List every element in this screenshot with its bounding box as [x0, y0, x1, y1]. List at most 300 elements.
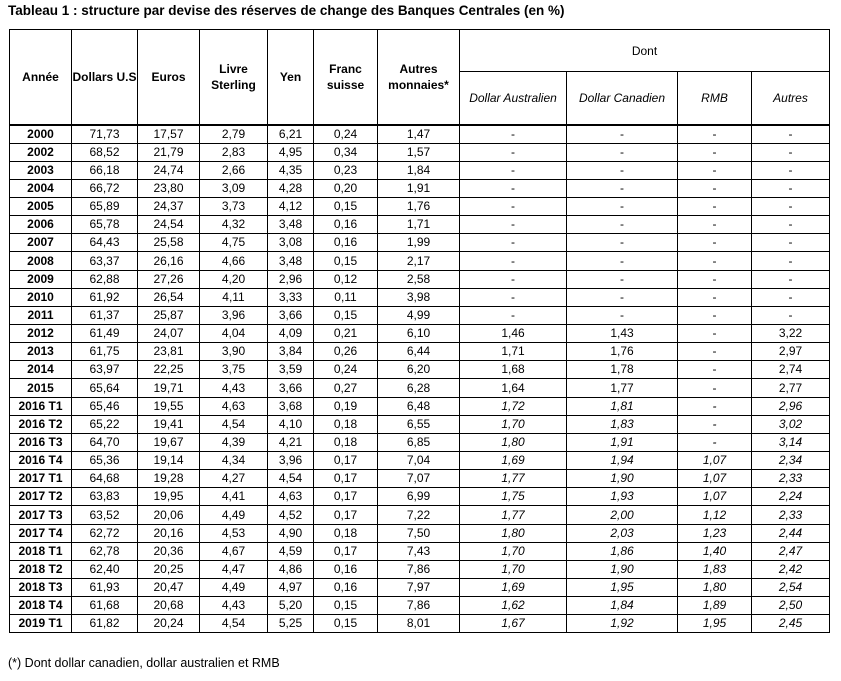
cell-aud: 1,72: [460, 397, 567, 415]
cell-eur: 20,24: [138, 615, 200, 633]
cell-usd: 65,46: [72, 397, 138, 415]
table-row: [10, 198, 830, 216]
cell-chf: 0,16: [314, 579, 378, 597]
cell-cad: 2,00: [567, 506, 678, 524]
header-euros: Euros: [138, 30, 200, 125]
cell-year: 2018 T3: [10, 579, 72, 597]
cell-autres2: 2,96: [752, 397, 830, 415]
cell-yen: 3,48: [268, 252, 314, 270]
cell-rmb: -: [678, 306, 752, 324]
cell-rmb: 1,83: [678, 560, 752, 578]
cell-year: 2012: [10, 325, 72, 343]
cell-eur: 20,36: [138, 542, 200, 560]
cell-cad: -: [567, 270, 678, 288]
cell-aud: 1,80: [460, 524, 567, 542]
cell-rmb: 1,89: [678, 597, 752, 615]
cell-autres: 6,48: [378, 397, 460, 415]
cell-rmb: -: [678, 325, 752, 343]
cell-cad: -: [567, 252, 678, 270]
cell-usd: 63,37: [72, 252, 138, 270]
cell-year: 2002: [10, 143, 72, 161]
cell-year: 2011: [10, 306, 72, 324]
cell-autres2: 2,77: [752, 379, 830, 397]
cell-rmb: -: [678, 343, 752, 361]
cell-yen: 5,20: [268, 597, 314, 615]
cell-aud: 1,70: [460, 560, 567, 578]
cell-yen: 3,33: [268, 288, 314, 306]
cell-cad: 1,78: [567, 361, 678, 379]
table-row: [10, 506, 830, 524]
table-row: [10, 270, 830, 288]
cell-year: 2008: [10, 252, 72, 270]
cell-autres: 7,07: [378, 470, 460, 488]
cell-autres: 1,99: [378, 234, 460, 252]
cell-rmb: -: [678, 216, 752, 234]
cell-yen: 2,96: [268, 270, 314, 288]
cell-gbp: 4,47: [200, 560, 268, 578]
cell-autres: 1,47: [378, 125, 460, 144]
cell-autres2: -: [752, 179, 830, 197]
cell-usd: 61,68: [72, 597, 138, 615]
table-row: [10, 470, 830, 488]
cell-aud: 1,67: [460, 615, 567, 633]
cell-autres: 1,57: [378, 143, 460, 161]
cell-autres: 2,58: [378, 270, 460, 288]
cell-year: 2016 T2: [10, 415, 72, 433]
table-row: [10, 433, 830, 451]
cell-yen: 4,54: [268, 470, 314, 488]
cell-gbp: 4,54: [200, 415, 268, 433]
cell-cad: 1,90: [567, 560, 678, 578]
cell-cad: 1,43: [567, 325, 678, 343]
cell-eur: 24,37: [138, 198, 200, 216]
cell-gbp: 4,53: [200, 524, 268, 542]
cell-autres2: -: [752, 216, 830, 234]
cell-aud: 1,64: [460, 379, 567, 397]
cell-year: 2013: [10, 343, 72, 361]
cell-autres2: 3,22: [752, 325, 830, 343]
table-row: [10, 306, 830, 324]
cell-usd: 62,78: [72, 542, 138, 560]
table-row: [10, 524, 830, 542]
table-row: [10, 125, 830, 144]
cell-eur: 20,06: [138, 506, 200, 524]
cell-autres2: -: [752, 234, 830, 252]
cell-autres: 1,71: [378, 216, 460, 234]
cell-chf: 0,12: [314, 270, 378, 288]
cell-autres: 7,86: [378, 597, 460, 615]
cell-aud: -: [460, 179, 567, 197]
cell-eur: 20,47: [138, 579, 200, 597]
cell-gbp: 4,66: [200, 252, 268, 270]
cell-cad: 1,81: [567, 397, 678, 415]
cell-autres: 6,20: [378, 361, 460, 379]
cell-autres: 7,43: [378, 542, 460, 560]
cell-cad: -: [567, 198, 678, 216]
header-dollar-australien: Dollar Australien: [460, 72, 567, 125]
cell-usd: 61,82: [72, 615, 138, 633]
cell-eur: 19,71: [138, 379, 200, 397]
cell-chf: 0,18: [314, 415, 378, 433]
cell-autres: 7,86: [378, 560, 460, 578]
cell-yen: 3,66: [268, 306, 314, 324]
cell-aud: 1,70: [460, 542, 567, 560]
table-row: [10, 379, 830, 397]
cell-aud: -: [460, 143, 567, 161]
cell-cad: 1,94: [567, 452, 678, 470]
cell-usd: 62,88: [72, 270, 138, 288]
cell-aud: 1,77: [460, 506, 567, 524]
cell-gbp: 4,39: [200, 433, 268, 451]
cell-usd: 62,40: [72, 560, 138, 578]
cell-eur: 25,87: [138, 306, 200, 324]
reserves-table: [9, 29, 830, 633]
cell-rmb: -: [678, 379, 752, 397]
cell-year: 2017 T3: [10, 506, 72, 524]
cell-cad: -: [567, 143, 678, 161]
table-row: [10, 415, 830, 433]
cell-gbp: 3,90: [200, 343, 268, 361]
cell-autres2: -: [752, 288, 830, 306]
cell-aud: 1,68: [460, 361, 567, 379]
cell-aud: 1,77: [460, 470, 567, 488]
cell-gbp: 3,75: [200, 361, 268, 379]
cell-cad: 1,90: [567, 470, 678, 488]
cell-cad: -: [567, 306, 678, 324]
cell-usd: 65,64: [72, 379, 138, 397]
cell-rmb: -: [678, 270, 752, 288]
cell-usd: 64,70: [72, 433, 138, 451]
cell-rmb: -: [678, 433, 752, 451]
cell-eur: 24,07: [138, 325, 200, 343]
cell-rmb: -: [678, 234, 752, 252]
cell-gbp: 4,04: [200, 325, 268, 343]
cell-year: 2006: [10, 216, 72, 234]
cell-yen: 4,09: [268, 325, 314, 343]
table-row: [10, 452, 830, 470]
cell-rmb: -: [678, 252, 752, 270]
table-row: [10, 161, 830, 179]
cell-yen: 5,25: [268, 615, 314, 633]
cell-cad: 1,83: [567, 415, 678, 433]
cell-gbp: 4,32: [200, 216, 268, 234]
cell-cad: 1,76: [567, 343, 678, 361]
cell-chf: 0,20: [314, 179, 378, 197]
table-row: [10, 579, 830, 597]
cell-yen: 3,48: [268, 216, 314, 234]
cell-usd: 66,18: [72, 161, 138, 179]
cell-chf: 0,21: [314, 325, 378, 343]
table-row: [10, 179, 830, 197]
cell-usd: 63,97: [72, 361, 138, 379]
cell-eur: 26,54: [138, 288, 200, 306]
cell-chf: 0,15: [314, 306, 378, 324]
cell-yen: 4,95: [268, 143, 314, 161]
cell-chf: 0,17: [314, 470, 378, 488]
cell-chf: 0,26: [314, 343, 378, 361]
cell-eur: 25,58: [138, 234, 200, 252]
cell-autres2: -: [752, 198, 830, 216]
cell-gbp: 4,34: [200, 452, 268, 470]
cell-chf: 0,15: [314, 198, 378, 216]
cell-autres: 3,98: [378, 288, 460, 306]
footnote: (*) Dont dollar canadien, dollar australien et RMB: [8, 656, 280, 670]
cell-aud: -: [460, 234, 567, 252]
cell-autres2: 2,45: [752, 615, 830, 633]
cell-yen: 4,21: [268, 433, 314, 451]
cell-year: 2004: [10, 179, 72, 197]
table-header: [10, 30, 830, 125]
cell-rmb: -: [678, 288, 752, 306]
cell-chf: 0,17: [314, 506, 378, 524]
cell-usd: 61,75: [72, 343, 138, 361]
cell-autres2: 3,14: [752, 433, 830, 451]
cell-yen: 3,59: [268, 361, 314, 379]
cell-gbp: 4,67: [200, 542, 268, 560]
cell-gbp: 4,20: [200, 270, 268, 288]
cell-chf: 0,18: [314, 524, 378, 542]
cell-cad: 1,95: [567, 579, 678, 597]
cell-autres2: 2,44: [752, 524, 830, 542]
header-annee: Année: [10, 30, 72, 125]
cell-year: 2015: [10, 379, 72, 397]
cell-aud: -: [460, 306, 567, 324]
cell-autres2: 2,97: [752, 343, 830, 361]
cell-autres2: 2,24: [752, 488, 830, 506]
cell-rmb: -: [678, 143, 752, 161]
cell-aud: -: [460, 288, 567, 306]
cell-aud: -: [460, 216, 567, 234]
cell-gbp: 4,11: [200, 288, 268, 306]
table-row: [10, 597, 830, 615]
table-title: Tableau 1 : structure par devise des réserves de change des Banques Centrales (en %): [8, 3, 565, 18]
cell-cad: 1,91: [567, 433, 678, 451]
cell-year: 2005: [10, 198, 72, 216]
cell-year: 2018 T4: [10, 597, 72, 615]
cell-yen: 4,52: [268, 506, 314, 524]
cell-autres2: 2,54: [752, 579, 830, 597]
table-row: [10, 615, 830, 633]
cell-rmb: 1,12: [678, 506, 752, 524]
cell-year: 2016 T3: [10, 433, 72, 451]
cell-usd: 65,89: [72, 198, 138, 216]
cell-autres: 6,85: [378, 433, 460, 451]
cell-year: 2010: [10, 288, 72, 306]
cell-gbp: 2,83: [200, 143, 268, 161]
cell-rmb: -: [678, 125, 752, 144]
cell-rmb: 1,40: [678, 542, 752, 560]
cell-year: 2000: [10, 125, 72, 144]
cell-autres: 7,04: [378, 452, 460, 470]
cell-usd: 71,73: [72, 125, 138, 144]
cell-gbp: 4,54: [200, 615, 268, 633]
table-row: [10, 542, 830, 560]
cell-usd: 65,22: [72, 415, 138, 433]
table-row: [10, 488, 830, 506]
cell-yen: 4,10: [268, 415, 314, 433]
cell-cad: 1,86: [567, 542, 678, 560]
cell-autres2: -: [752, 143, 830, 161]
cell-yen: 3,66: [268, 379, 314, 397]
cell-yen: 3,96: [268, 452, 314, 470]
header-dollars-us: Dollars U.S: [72, 30, 138, 125]
cell-year: 2018 T1: [10, 542, 72, 560]
cell-rmb: -: [678, 198, 752, 216]
cell-autres2: -: [752, 161, 830, 179]
cell-gbp: 2,66: [200, 161, 268, 179]
cell-chf: 0,17: [314, 452, 378, 470]
header-autres: Autres: [752, 72, 830, 125]
cell-rmb: 1,07: [678, 470, 752, 488]
cell-eur: 19,28: [138, 470, 200, 488]
cell-gbp: 4,43: [200, 379, 268, 397]
cell-cad: 1,77: [567, 379, 678, 397]
cell-autres: 1,76: [378, 198, 460, 216]
cell-rmb: 1,23: [678, 524, 752, 542]
header-autres-monnaies: Autres monnaies*: [378, 30, 460, 125]
cell-eur: 23,80: [138, 179, 200, 197]
cell-aud: -: [460, 252, 567, 270]
cell-gbp: 4,63: [200, 397, 268, 415]
cell-usd: 62,72: [72, 524, 138, 542]
table-row: [10, 325, 830, 343]
cell-autres2: -: [752, 270, 830, 288]
cell-usd: 61,93: [72, 579, 138, 597]
header-franc-suisse: Franc suisse: [314, 30, 378, 125]
cell-yen: 4,97: [268, 579, 314, 597]
cell-usd: 65,78: [72, 216, 138, 234]
cell-eur: 26,16: [138, 252, 200, 270]
cell-rmb: 1,95: [678, 615, 752, 633]
cell-gbp: 2,79: [200, 125, 268, 144]
cell-chf: 0,17: [314, 542, 378, 560]
cell-aud: -: [460, 198, 567, 216]
cell-chf: 0,15: [314, 615, 378, 633]
cell-aud: 1,46: [460, 325, 567, 343]
cell-yen: 3,68: [268, 397, 314, 415]
cell-gbp: 4,75: [200, 234, 268, 252]
cell-usd: 68,52: [72, 143, 138, 161]
cell-cad: -: [567, 179, 678, 197]
cell-chf: 0,16: [314, 216, 378, 234]
cell-year: 2017 T4: [10, 524, 72, 542]
cell-usd: 61,37: [72, 306, 138, 324]
cell-autres2: 3,02: [752, 415, 830, 433]
cell-year: 2003: [10, 161, 72, 179]
cell-eur: 20,68: [138, 597, 200, 615]
cell-autres: 8,01: [378, 615, 460, 633]
cell-gbp: 3,96: [200, 306, 268, 324]
cell-rmb: -: [678, 397, 752, 415]
cell-aud: 1,80: [460, 433, 567, 451]
cell-year: 2019 T1: [10, 615, 72, 633]
cell-aud: 1,62: [460, 597, 567, 615]
cell-gbp: 3,09: [200, 179, 268, 197]
table-row: [10, 343, 830, 361]
cell-autres: 7,22: [378, 506, 460, 524]
cell-aud: 1,75: [460, 488, 567, 506]
cell-chf: 0,24: [314, 361, 378, 379]
cell-usd: 65,36: [72, 452, 138, 470]
cell-yen: 4,86: [268, 560, 314, 578]
cell-yen: 6,21: [268, 125, 314, 144]
cell-chf: 0,24: [314, 125, 378, 144]
cell-eur: 24,54: [138, 216, 200, 234]
cell-eur: 19,41: [138, 415, 200, 433]
cell-year: 2016 T1: [10, 397, 72, 415]
cell-chf: 0,16: [314, 560, 378, 578]
cell-rmb: 1,80: [678, 579, 752, 597]
cell-rmb: -: [678, 161, 752, 179]
cell-eur: 20,25: [138, 560, 200, 578]
cell-autres: 2,17: [378, 252, 460, 270]
cell-gbp: 3,73: [200, 198, 268, 216]
cell-year: 2017 T1: [10, 470, 72, 488]
table-body: [10, 125, 830, 633]
cell-autres2: 2,34: [752, 452, 830, 470]
header-dont: Dont: [460, 30, 830, 72]
cell-cad: 1,84: [567, 597, 678, 615]
cell-eur: 23,81: [138, 343, 200, 361]
cell-usd: 66,72: [72, 179, 138, 197]
cell-eur: 24,74: [138, 161, 200, 179]
cell-yen: 3,84: [268, 343, 314, 361]
table-row: [10, 560, 830, 578]
cell-cad: 2,03: [567, 524, 678, 542]
cell-aud: -: [460, 161, 567, 179]
cell-eur: 19,55: [138, 397, 200, 415]
cell-cad: 1,92: [567, 615, 678, 633]
cell-gbp: 4,41: [200, 488, 268, 506]
cell-rmb: 1,07: [678, 488, 752, 506]
cell-autres: 4,99: [378, 306, 460, 324]
table-row: [10, 216, 830, 234]
cell-yen: 4,59: [268, 542, 314, 560]
cell-rmb: -: [678, 179, 752, 197]
cell-usd: 63,52: [72, 506, 138, 524]
cell-autres2: -: [752, 252, 830, 270]
table-row: [10, 288, 830, 306]
cell-chf: 0,23: [314, 161, 378, 179]
cell-yen: 4,28: [268, 179, 314, 197]
cell-autres: 6,44: [378, 343, 460, 361]
cell-aud: 1,69: [460, 579, 567, 597]
cell-autres2: 2,33: [752, 506, 830, 524]
cell-year: 2014: [10, 361, 72, 379]
cell-year: 2016 T4: [10, 452, 72, 470]
cell-chf: 0,18: [314, 433, 378, 451]
cell-autres2: 2,47: [752, 542, 830, 560]
cell-usd: 64,43: [72, 234, 138, 252]
cell-rmb: -: [678, 415, 752, 433]
cell-cad: -: [567, 125, 678, 144]
cell-gbp: 4,43: [200, 597, 268, 615]
cell-autres: 6,28: [378, 379, 460, 397]
cell-eur: 20,16: [138, 524, 200, 542]
cell-chf: 0,27: [314, 379, 378, 397]
table-row: [10, 397, 830, 415]
cell-eur: 19,14: [138, 452, 200, 470]
cell-aud: 1,71: [460, 343, 567, 361]
cell-cad: -: [567, 288, 678, 306]
cell-yen: 4,12: [268, 198, 314, 216]
cell-year: 2007: [10, 234, 72, 252]
cell-gbp: 4,27: [200, 470, 268, 488]
table-row: [10, 252, 830, 270]
cell-eur: 22,25: [138, 361, 200, 379]
cell-autres2: -: [752, 306, 830, 324]
cell-autres: 7,50: [378, 524, 460, 542]
